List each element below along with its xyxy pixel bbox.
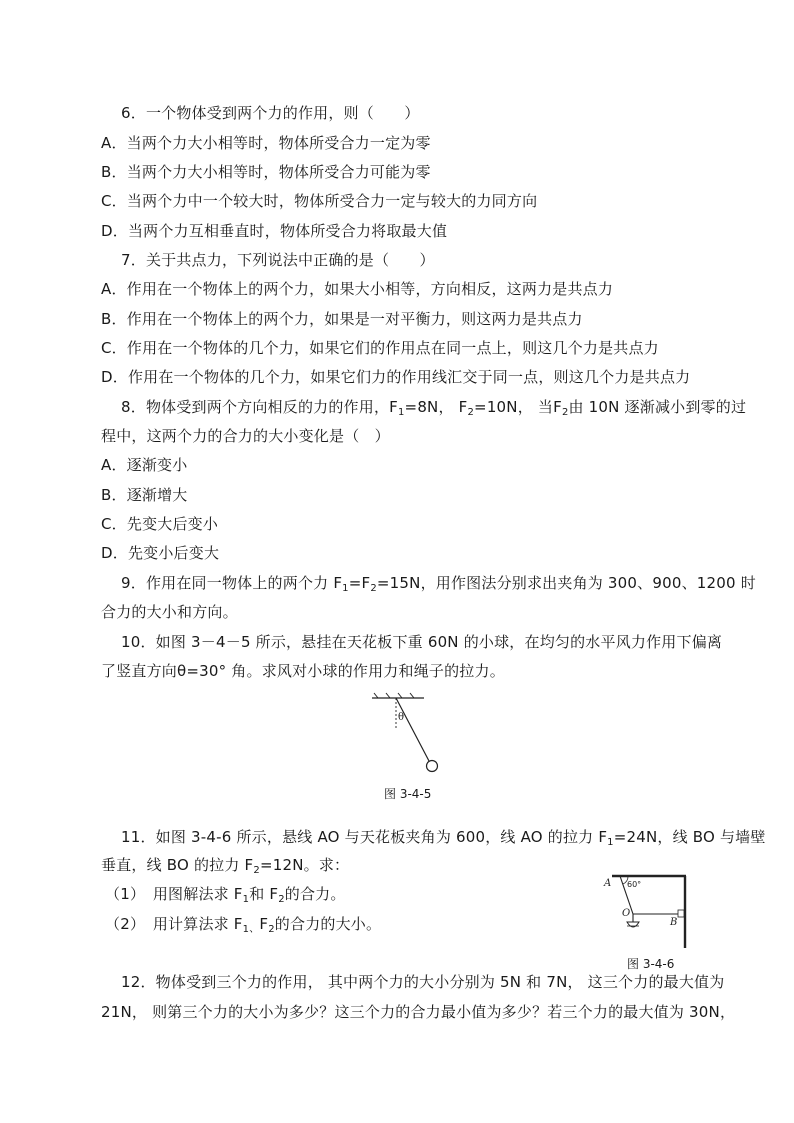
q8-f2: F <box>458 398 468 416</box>
q6-stem: 6．一个物体受到两个力的作用，则（ ） <box>121 104 420 122</box>
q11-part-1-c: 的合力。 <box>284 885 346 903</box>
label-O: O <box>622 908 631 919</box>
q8-f1: F <box>389 398 398 416</box>
q11-sub-1: 1 <box>607 837 614 848</box>
figure-3-4-6-caption: 图 3-4-6 <box>627 957 675 971</box>
q8-f2-sub: 2 <box>467 407 475 418</box>
q11-stem-line2 <box>101 855 349 875</box>
q6-option-d: D．当两个力互相垂直时，物体所受合力将取最大值 <box>101 222 448 240</box>
q8-text-2: 当 <box>537 398 554 416</box>
q11-part-1-sub-1: 1 <box>242 894 250 905</box>
ceiling-hatch <box>374 693 378 698</box>
q11-part-1-b: 和 F <box>249 885 279 903</box>
q11-text-2a: 垂直，线 BO 的拉力 F <box>101 856 254 874</box>
q6-option-b: B．当两个力大小相等时，物体所受合力可能为零 <box>101 163 431 181</box>
theta-label: θ <box>398 712 405 723</box>
q11-part-1-a: （1） 用图解法求 F <box>105 885 243 903</box>
q8-text-1: 8．物体受到两个方向相反的力的作用， <box>121 398 390 416</box>
figure-3-4-5-caption: 图 3-4-5 <box>384 787 432 801</box>
q8-option-b: B．逐渐增大 <box>101 486 188 504</box>
q11-stem-line1 <box>121 827 766 847</box>
q8-text-3: 由 10N 逐渐减小到零的过 <box>568 398 747 416</box>
q8-f1-sub: 1 <box>397 407 405 418</box>
pendulum-string <box>396 698 429 761</box>
q6-option-c: C．当两个力中一个较大时，物体所受合力一定与较大的力同方向 <box>101 192 538 210</box>
q8-stem-line1 <box>121 397 746 417</box>
q7-option-d: D．作用在一个物体的几个力，如果它们力的作用线汇交于同一点，则这几个力是共点力 <box>101 368 691 386</box>
ceiling-hatch <box>386 693 390 698</box>
figure-3-4-6 <box>598 870 698 952</box>
figure-3-4-5 <box>366 690 446 780</box>
wall-bracket <box>678 910 684 917</box>
q11-part-1 <box>105 884 346 904</box>
q7-option-a: A．作用在一个物体上的两个力，如果大小相等，方向相反，这两力是共点力 <box>101 280 614 298</box>
q7-stem: 7．关于共点力，下列说法中正确的是（ ） <box>121 251 435 269</box>
q9-text-2: =F <box>348 574 371 592</box>
q9-sub-2: 2 <box>370 583 377 594</box>
pendulum-ball <box>427 761 438 772</box>
q8-stem-line2: 程中，这两个力的合力的大小变化是（ ） <box>101 427 390 445</box>
q8-option-d: D．先变小后变大 <box>101 544 220 562</box>
q11-text-2b: =12N。求： <box>259 856 350 874</box>
q8-f2-value: =10N， <box>474 398 533 416</box>
q10-stem-line2: 了竖直方向θ=30° 角。求风对小球的作用力和绳子的拉力。 <box>101 662 505 680</box>
q8-f1-value: =8N， <box>404 398 454 416</box>
q7-option-b: B．作用在一个物体上的两个力，如果是一对平衡力，则这两力是共点力 <box>101 310 583 328</box>
q8-f2b: F <box>553 398 562 416</box>
q9-text-3: =15N，用作图法分别求出夹角为 300、900、1200 时 <box>376 574 756 592</box>
ceiling-hatch <box>398 693 402 698</box>
q11-part-2 <box>105 914 381 934</box>
label-B: B <box>670 917 678 928</box>
q11-text-1a: 11．如图 3-4-6 所示，悬线 AO 与天花板夹角为 600，线 AO 的拉力 F <box>121 828 608 846</box>
q11-part-2-b: F <box>259 915 269 933</box>
q11-text-1b: =24N，线 BO 与墙壁 <box>613 828 766 846</box>
label-angle: 60° <box>627 880 642 889</box>
label-A: A <box>604 878 612 889</box>
q11-part-2-sub-1: 1、 <box>242 924 260 935</box>
q9-text-1: 9．作用在同一物体上的两个力 F <box>121 574 343 592</box>
q8-option-c: C．先变大后变小 <box>101 515 219 533</box>
q7-option-c: C．作用在一个物体的几个力，如果它们的作用点在同一点上，则这几个力是共点力 <box>101 339 659 357</box>
q11-part-2-a: （2） 用计算法求 F <box>105 915 243 933</box>
q12-stem-line2: 21N， 则第三个力的大小为多少？这三个力的合力最小值为多少？若三个力的最大值为 30N， <box>101 1003 736 1021</box>
q10-stem-line1: 10．如图 3－4－5 所示，悬挂在天花板下重 60N 的小球，在均匀的水平风力作用下偏离 <box>121 633 723 651</box>
q8-f2b-sub: 2 <box>561 407 569 418</box>
q6-option-a: A．当两个力大小相等时，物体所受合力一定为零 <box>101 134 431 152</box>
q11-part-2-sub-2: 2 <box>268 924 275 935</box>
q9-stem-line1 <box>121 573 756 593</box>
q9-stem-line2: 合力的大小和方向。 <box>101 603 238 621</box>
q9-sub-1: 1 <box>342 583 349 594</box>
q11-part-2-c: 的合力的大小。 <box>274 915 382 933</box>
ceiling-hatch <box>410 693 414 698</box>
q11-part-1-sub-2: 2 <box>278 894 285 905</box>
q11-sub-2: 2 <box>253 865 260 876</box>
q8-option-a: A．逐渐变小 <box>101 456 188 474</box>
q12-stem-line1: 12．物体受到三个力的作用， 其中两个力的大小分别为 5N 和 7N， 这三个力的最大值为 <box>121 973 725 991</box>
